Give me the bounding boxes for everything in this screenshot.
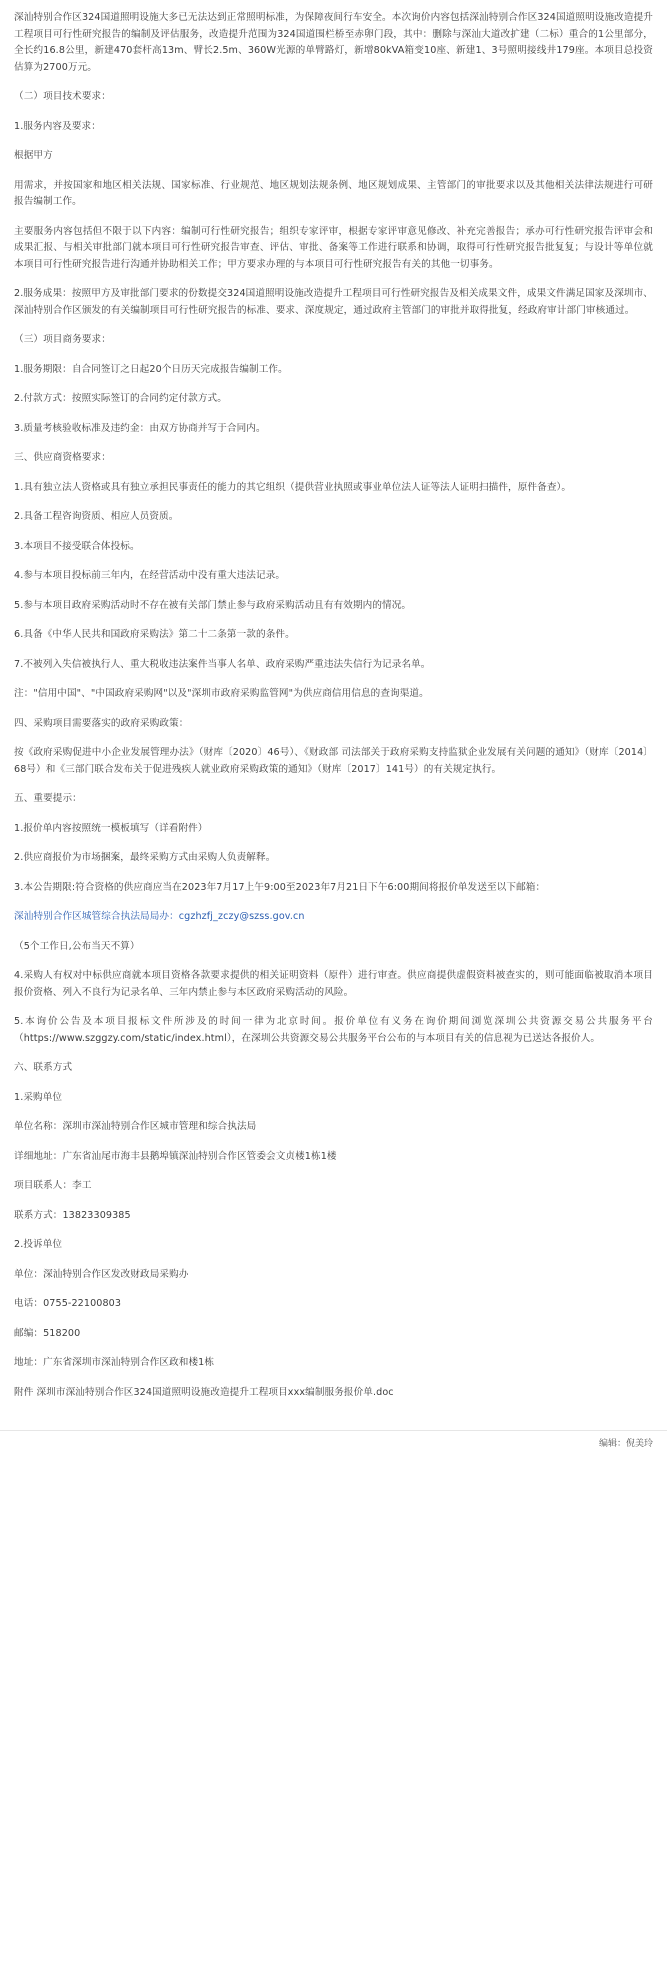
paragraph-purchaser-name: 单位名称：深圳市深汕特别合作区城市管理和综合执法局 [14, 1121, 257, 1132]
paragraph-payment-method: 2.付款方式：按照实际签订的合同约定付款方式。 [14, 393, 227, 404]
paragraph-project-contact: 项目联系人：李工 [14, 1180, 92, 1191]
paragraph-complaint-heading: 2.投诉单位 [14, 1239, 63, 1250]
paragraph-qualification-5: 5.参与本项目政府采购活动时不存在被有关部门禁止参与政府采购活动且有有效期内的情况。 [14, 599, 412, 611]
paragraph-working-days-note: （5个工作日,公布当天不算） [14, 940, 140, 952]
paragraph-contact-phone: 联系方式：13823309385 [14, 1209, 131, 1221]
paragraph-notice-1: 1.报价单内容按照统一模板填写（详看附件） [14, 822, 208, 834]
section-heading-contact: 六、联系方式 [14, 1062, 73, 1073]
paragraph-purchaser-heading: 1.采购单位 [14, 1091, 63, 1103]
section-heading-important-notice: 五、重要提示： [14, 793, 82, 804]
paragraph-complaint-unit: 单位：深汕特别合作区发改财政局采购办 [14, 1268, 189, 1280]
paragraph-service-content-heading: 1.服务内容及要求： [14, 120, 101, 132]
paragraph-credit-note: 注："信用中国"、"中国政府采购网"以及"深圳市政府采购监管网"为供应商信用信息的查询渠道。 [14, 688, 429, 699]
paragraph-purchaser-address: 详细地址：广东省汕尾市海丰县鹅埠镇深汕特别合作区管委会文贞楼1栋1楼 [14, 1150, 337, 1162]
section-heading-procurement-policy: 四、采购项目需要落实的政府采购政策： [14, 717, 189, 729]
paragraph-notice-2: 2.供应商报价为市场捆案，最终采购方式由采购人负责解释。 [14, 852, 276, 863]
paragraph-policy-detail: 按《政府采购促进中小企业发展管理办法》（财库〔2020〕46号）、《财政部 司法部关于政府采购支持监狱企业发展有关问题的通知》（财库〔2014〕68号）和《三部门联合发布关于促进残疾人就业政府采购政策的通知》（财库〔2017〕141号）的有关规定执行。 [14, 747, 653, 775]
paragraph-1: 深汕特别合作区324国道照明设施大多已无法达到正常照明标准，为保障夜间行车安全。本次询价内容包括深汕特别合作区324国道照明设施改造提升工程项目可行性研究报告的编制及评估服务，改造提升范围为324国道围栏桥至赤卵门段，其中：删除与深汕大道改扩建（二标）重合的1公里部分，全长约16.8公里，新建470套杆高13m、臂长2.5m、360W光源的单臂路灯，新增80kVA箱变10座、新建1、3号照明接线井179座。本项目总投资估算为2700万元。 [14, 12, 653, 73]
section-heading-tech-requirements: （二）项目技术要求： [14, 91, 111, 102]
paragraph-qualification-2: 2.具备工程咨询资质、相应人员资质。 [14, 511, 179, 522]
paragraph-complaint-postcode: 邮编：518200 [14, 1327, 81, 1339]
attachment-link[interactable]: 附件 深圳市深汕特别合作区324国道照明设施改造提升工程项目xxx编制服务报价单.doc [14, 1386, 394, 1398]
paragraph-service-results: 2.服务成果：按照甲方及审批部门要求的份数提交324国道照明设施改造提升工程项目可行性研究报告及相关成果文件，成果文件满足国家及深圳市、深汕特别合作区颁发的有关编制项目可行性研究报告的标准、要求、深度规定，通过政府主管部门的审批并取得批复，经政府审计部门审核通过。 [14, 288, 653, 316]
paragraph-complaint-address: 地址：广东省深圳市深汕特别合作区政和楼1栋 [14, 1357, 215, 1368]
paragraph-notice-5: 5.本询价公告及本项目报标文件所涉及的时间一律为北京时间。报价单位有义务在询价期间浏览深圳公共资源交易公共服务平台（https://www.szggzy.com/static/index.html），在深圳公共资源交易公共服务平台公布的与本项目有关的信息视为已送达各报价人。 [14, 1016, 653, 1044]
paragraph-requirements: 用需求，并按国家和地区相关法规、国家标准、行业规范、地区规划法规条例、地区规划成果、主管部门的审批要求以及其他相关法律法规进行可研报告编制工作。 [14, 179, 653, 207]
paragraph-party-a: 根据甲方 [14, 150, 53, 161]
paragraph-notice-4: 4.采购人有权对中标供应商就本项目资格各款要求提供的相关证明资料（原件）进行审查。供应商提供虚假资料被查实的，则可能面临被取消本项目报价资格、列入不良行为记录名单、三年内禁止参与本区政府采购活动的风险。 [14, 970, 653, 998]
paragraph-qualification-6: 6.具备《中华人民共和国政府采购法》第二十二条第一款的条件。 [14, 629, 295, 640]
section-heading-supplier-qualification: 三、供应商资格要求： [14, 452, 111, 463]
paragraph-main-services: 主要服务内容包括但不限于以下内容：编制可行性研究报告；组织专家评审，根据专家评审意见修改、补充完善报告；承办可行性研究报告评审会和成果汇报、与相关审批部门就本项目可行性研究报告审查、评估、审批、备案等工作进行联系和协调，取得可行性研究报告批复复；与设计等单位就本项目可行性研究报告进行沟通并协助相关工作；甲方要求办理的与本项目可行性研究报告有关的其他一切事务。 [14, 225, 653, 270]
paragraph-quality-standard: 3.质量考核验收标准及违约金：由双方协商并写于合同内。 [14, 422, 266, 434]
paragraph-qualification-7: 7.不被列入失信被执行人、重大税收违法案件当事人名单、政府采购严重违法失信行为记录名单。 [14, 658, 431, 670]
paragraph-contact-email[interactable]: 深汕特别合作区城管综合执法局局办：cgzhzfj_zczy@szss.gov.cn [14, 911, 305, 922]
paragraph-qualification-4: 4.参与本项目投标前三年内，在经营活动中没有重大违法记录。 [14, 570, 286, 581]
paragraph-service-period: 1.服务期限：自合同签订之日起20个日历天完成报告编制工作。 [14, 363, 288, 375]
section-heading-business-requirements: （三）项目商务要求： [14, 334, 111, 345]
paragraph-qualification-1: 1.具有独立法人资格或具有独立承担民事责任的能力的其它组织（提供营业执照或事业单位法人证等法人证明扫描件，原件备查）。 [14, 481, 572, 493]
editor-label: 编辑：倪美玲 [598, 1439, 653, 1449]
paragraph-notice-3: 3.本公告期限:符合资格的供应商应当在2023年7月17上午9:00至2023年7月21日下午6:00期间将报价单发送至以下邮箱： [14, 881, 546, 893]
paragraph-complaint-phone: 电话：0755-22100803 [14, 1298, 122, 1309]
document-footer [0, 1430, 667, 1459]
paragraph-qualification-3: 3.本项目不接受联合体投标。 [14, 540, 140, 552]
